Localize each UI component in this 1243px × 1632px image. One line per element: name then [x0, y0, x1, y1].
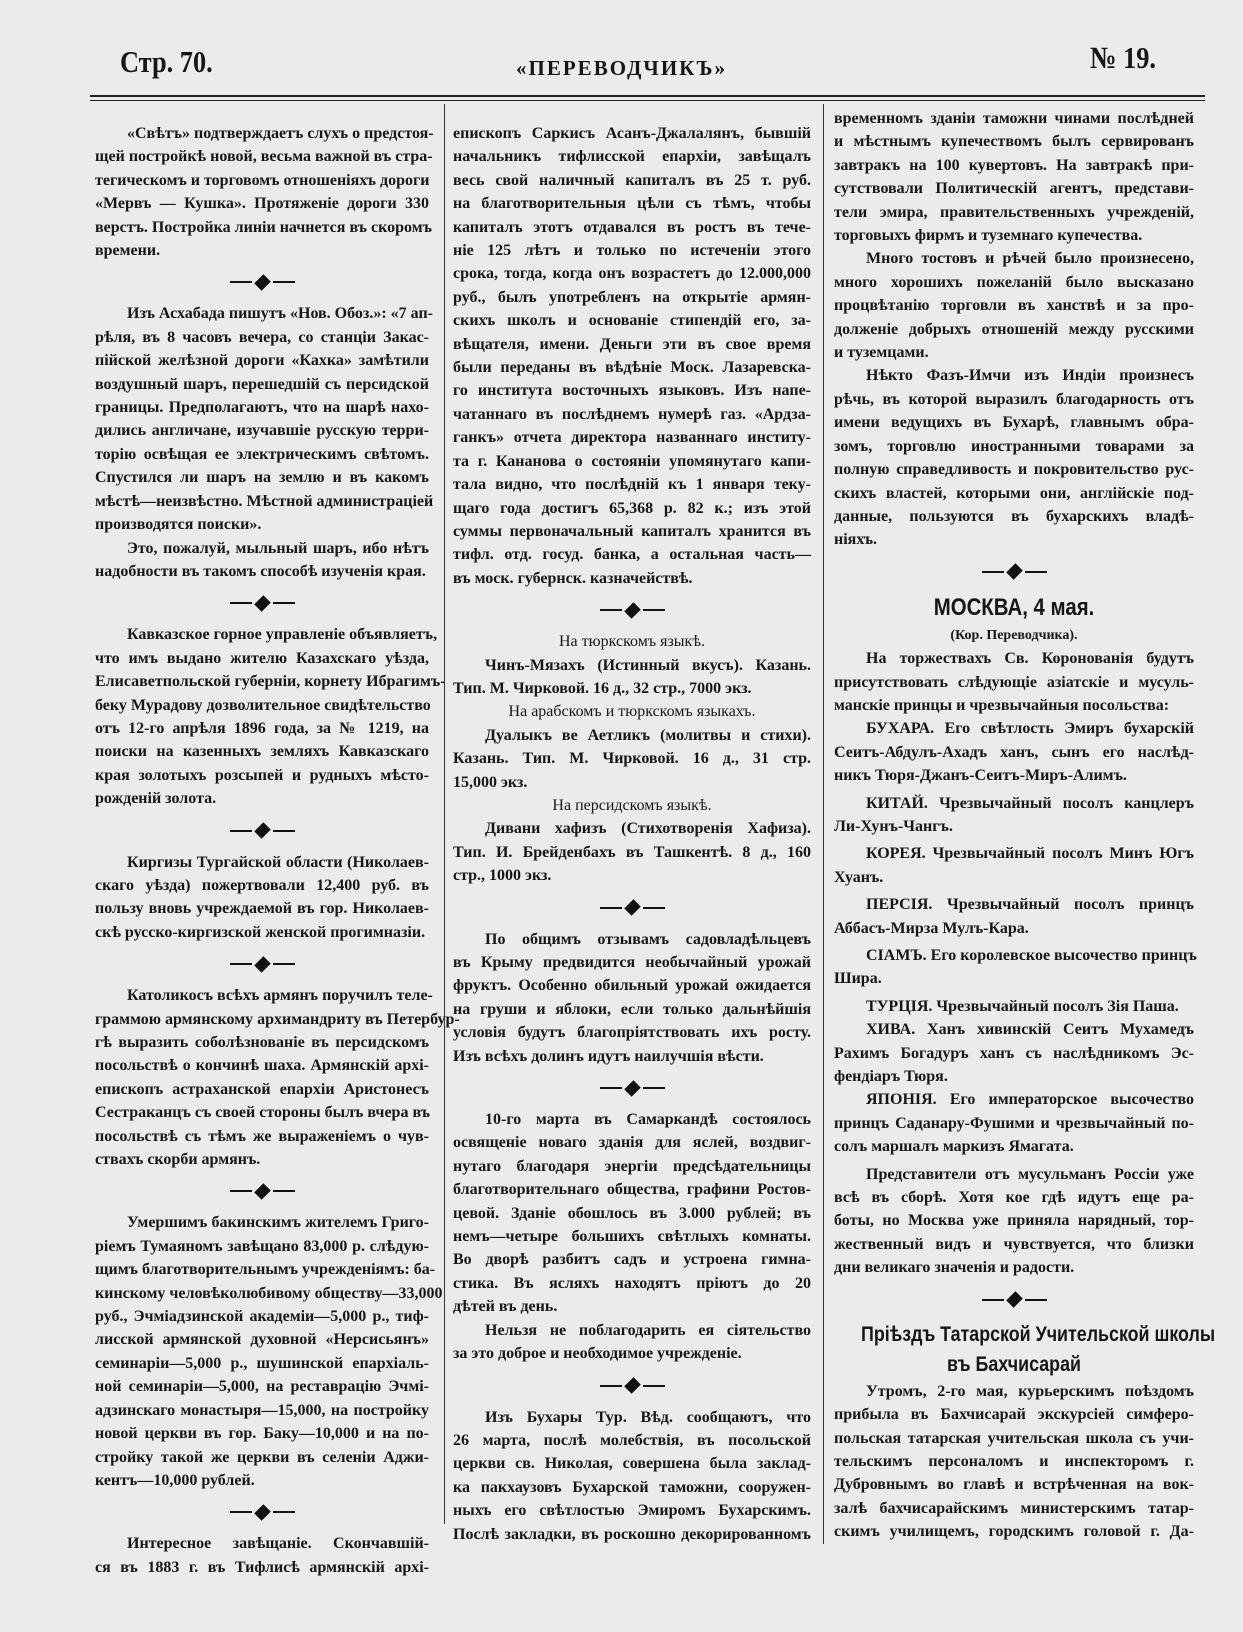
- text-line: рѣчь, въ которой выразилъ благодарность отъ: [834, 390, 1194, 408]
- text-line: пользу вновь учреждаемой въ гор. Николаев-: [95, 900, 429, 918]
- text-line: весь свой наличный капиталъ въ 25 т. руб.: [453, 171, 811, 189]
- text-line: Хуанъ.: [834, 868, 884, 886]
- ornament-dash: [1025, 1299, 1047, 1301]
- text-line: Дубровнымъ во главѣ и встрѣченная на вок-: [834, 1476, 1194, 1494]
- text-line: СІАМЪ. Его королевское высочество принцъ: [866, 947, 1197, 964]
- article-paragraph: [453, 1406, 811, 1546]
- text-line: въ моск. губернск. казначействѣ.: [453, 569, 693, 587]
- article-paragraph: [95, 302, 434, 536]
- article-paragraph: [453, 1108, 811, 1319]
- text-line: Тип. М. Чирковой. 16 д., 32 стр., 7000 экз.: [453, 679, 752, 697]
- text-line: воздушный шаръ, перешедшій съ персидской: [95, 375, 429, 393]
- text-line: тели эмира, правительственныхъ учрежденій,: [834, 203, 1194, 221]
- diamond-icon: [254, 274, 271, 291]
- ornament-dash: [643, 1385, 665, 1387]
- text-line: Католикосъ всѣхъ армянъ поручилъ теле-: [127, 987, 433, 1005]
- article-paragraph: [834, 792, 1194, 839]
- diamond-icon: [254, 1504, 271, 1521]
- diamond-icon: [624, 899, 641, 916]
- text-line: много хорошихъ пожеланій было высказано: [834, 273, 1194, 291]
- text-line: никъ Тюря-Джанъ-Сеитъ-Миръ-Алимъ.: [834, 767, 1127, 785]
- text-line: ной семинаріи—5,000, на реставрацію Эчмі-: [95, 1378, 429, 1396]
- text-line: Ли-Хунъ-Чангъ.: [834, 817, 953, 835]
- text-line: Послѣ закладки, въ роскошно декорированномъ: [453, 1525, 811, 1543]
- text-line: ТУРЦІЯ. Чрезвычайный посолъ Зія Паша.: [866, 997, 1179, 1015]
- text-line: скѣ русско-киргизской женской прогимназіи.: [95, 923, 426, 941]
- separator-ornament: [95, 583, 429, 623]
- ornament-dash: [982, 1299, 1004, 1301]
- header-rule-top: [90, 95, 1205, 97]
- text-line: зомъ, торговлю иностранными товарами за: [834, 437, 1194, 455]
- text-line: за это доброе и необходимое учрежденіе.: [453, 1345, 742, 1363]
- article-paragraph: [834, 893, 1194, 940]
- article-paragraph: [834, 944, 1197, 991]
- text-line: всѣ въ сборѣ. Хотя кое гдѣ идутъ еще ра-: [834, 1189, 1194, 1207]
- section-subheading: На арабскомъ и тюркскомъ языкахъ.: [508, 703, 756, 721]
- text-line: капиталъ этотъ отдавался въ ростъ въ тече-: [453, 218, 811, 236]
- text-line: По общимъ отзывамъ садовладѣльцевъ: [485, 930, 811, 948]
- newspaper-title: «ПЕРЕВОДЧИКЪ»: [516, 56, 727, 80]
- ornament-dash: [643, 609, 665, 611]
- text-line: епископъ Саркисъ Асанъ-Джалалянъ, бывшій: [453, 125, 811, 142]
- text-line: кинскому человѣколюбивому обществу—33,000: [95, 1284, 443, 1302]
- text-line: стика. Въ ясляхъ находятъ пріютъ до 20: [453, 1274, 811, 1292]
- text-line: 26 марта, послѣ молебствія, въ посольской: [453, 1431, 811, 1449]
- article-paragraph: [95, 623, 446, 810]
- text-line: ганкъ» отчета директора названнаго институ-: [453, 429, 811, 447]
- text-line: граммою армянскому архимандриту въ Петербур-: [95, 1010, 460, 1028]
- text-line: временномъ зданіи таможни чинами послѣдней: [834, 110, 1194, 127]
- text-line: что имъ выдано жителю Казахскаго уѣзда,: [95, 649, 429, 667]
- article-paragraph: [834, 1088, 1194, 1158]
- text-line: ка пакхаузовъ Бухарской таможни, сооружен-: [453, 1478, 811, 1496]
- text-line: лисской армянской духовной «Нерсисьянъ»: [95, 1331, 429, 1349]
- text-line: дились англичане, изучавшіе русскую терри-: [95, 422, 429, 440]
- text-line: залѣ бахчисарайскимъ министерскимъ татар-: [834, 1499, 1194, 1517]
- text-line: посольствѣ съ тѣмъ же выраженіемъ о чув-: [95, 1127, 429, 1145]
- article-paragraph: [453, 928, 811, 1068]
- ornament-dash: [1025, 571, 1047, 573]
- text-line: руб., Эчміадзинской академіи—5,000 р., тиф-: [95, 1308, 429, 1326]
- heading-line: Пріѣздъ Татарской Учительской школы: [861, 1322, 1216, 1346]
- text-line: щимъ благотворительнымъ учрежденіямъ: ба-: [95, 1261, 436, 1279]
- ornament-dash: [273, 830, 295, 832]
- text-line: Нельзя не поблагодарить ея сіятельство: [485, 1321, 811, 1339]
- text-line: немъ—четыре большихъ свѣтлыхъ комнаты.: [453, 1228, 811, 1246]
- text-line: срока, тогда, когда онъ возрастетъ до 12.000,000: [453, 265, 811, 283]
- ornament-dash: [230, 1511, 252, 1513]
- ornament-dash: [600, 609, 622, 611]
- text-line: присутствовать слѣдующіе азіатскіе и мусуль-: [834, 673, 1194, 691]
- text-line: жественный видъ и чувствуется, что близки: [834, 1235, 1194, 1253]
- section-subheading: На тюркскомъ языкѣ.: [558, 633, 706, 651]
- text-line: го института восточныхъ языковъ. Изъ напе-: [453, 382, 811, 400]
- diamond-icon: [1006, 1291, 1023, 1308]
- text-line: торію освѣщая ее электрическимъ свѣтомъ.: [95, 445, 429, 463]
- text-line: благотворительнаго общества, графини Ростов-: [453, 1181, 811, 1199]
- text-line: Шира.: [834, 970, 882, 988]
- text-line: руб., былъ употребленъ на открытіе армян-: [453, 288, 811, 306]
- text-line: фендіаръ Тюря.: [834, 1068, 948, 1086]
- text-line: края золотыхъ розсыпей и рудныхъ мѣсто-: [95, 766, 429, 784]
- separator-ornament: [453, 590, 811, 630]
- text-line: Изъ Бухары Тур. Вѣд. сообщаютъ, что: [485, 1408, 811, 1426]
- text-line: ныхъ его свѣтлостью Эмиромъ Бухарскимъ.: [453, 1502, 811, 1520]
- column-3: [834, 107, 1216, 1544]
- article-heading: [861, 1320, 1216, 1380]
- text-line: ся въ 1883 г. въ Тифлисѣ армянскій архі-: [95, 1558, 429, 1576]
- ornament-dash: [230, 602, 252, 604]
- text-line: скаго уѣзда) пожертвовали 12,400 руб. въ: [95, 876, 429, 894]
- text-line: беку Мурадову дозволительное свидѣтельство: [95, 696, 431, 714]
- ornament-dash: [600, 1385, 622, 1387]
- text-line: Тип. И. Брейденбахъ въ Ташкентѣ. 8 д., 160: [453, 843, 811, 861]
- text-line: цевой. Зданіе обошлось въ 3.000 рублей; въ: [453, 1204, 811, 1222]
- column-divider: [444, 104, 445, 1524]
- text-line: процвѣтанію торговли въ ханствѣ и за про-: [834, 297, 1194, 315]
- ornament-dash: [230, 1190, 252, 1192]
- separator-ornament: [834, 552, 1194, 592]
- article-paragraph: [453, 122, 811, 590]
- text-line: рѣля, въ 8 часовъ вечера, со станціи Закас-: [95, 328, 429, 346]
- heading-line: въ Бахчисарай: [947, 1352, 1081, 1376]
- ornament-dash: [273, 602, 295, 604]
- text-line: ХИВА. Ханъ хивинскій Сеитъ Мухамедъ: [866, 1021, 1194, 1039]
- text-line: скихъ школъ и основаніе стипендій его, за-: [453, 312, 811, 330]
- text-line: вѣщателя, имени. Деньги эти въ свое время: [453, 335, 811, 353]
- text-line: тифл. отд. госуд. банка, а остальная часть—: [453, 546, 811, 564]
- text-line: завтракъ на 100 кувертовъ. На завтракѣ при-: [834, 156, 1194, 174]
- diamond-icon: [1006, 563, 1023, 580]
- text-line: Кавказское горное управленіе объявляетъ,: [127, 626, 438, 644]
- ornament-dash: [273, 1511, 295, 1513]
- text-line: 15,000 экз.: [453, 773, 528, 791]
- article-paragraph: [95, 984, 460, 1171]
- text-line: Изъ всѣхъ долинъ идутъ наилучшія вѣсти.: [453, 1047, 764, 1065]
- ornament-dash: [273, 281, 295, 283]
- text-line: Представители отъ мусульманъ Россіи уже: [866, 1165, 1194, 1183]
- text-line: посольствѣ о кончинѣ шаха. Армянскій архі-: [95, 1057, 429, 1075]
- ornament-dash: [230, 830, 252, 832]
- article-paragraph: [453, 654, 811, 701]
- text-line: щаго года достигъ 65,368 р. 82 к.; изъ этой: [453, 499, 811, 517]
- text-line: адзинскаго монастыря—15,000, на постройку: [95, 1401, 429, 1419]
- text-line: «Свѣтъ» подтверждаетъ слухъ о предстоя-: [127, 125, 434, 142]
- article-paragraph: [834, 647, 1194, 717]
- ornament-dash: [273, 963, 295, 965]
- text-line: въ Крыму предвидится необычайный урожай: [453, 954, 811, 971]
- text-line: ствахъ скорби армянъ.: [95, 1151, 261, 1169]
- text-line: освященіе новаго зданія для яслей, воздвиг-: [453, 1134, 811, 1152]
- text-line: суммы первоначальный капиталъ хранится въ: [453, 522, 811, 540]
- text-line: солъ маршалъ маркизъ Ямагата.: [834, 1138, 1074, 1156]
- separator-ornament: [95, 944, 429, 984]
- text-line: кентъ—10,000 рублей.: [95, 1471, 255, 1489]
- text-line: «Мервъ — Кушка». Протяженіе дороги 330: [95, 195, 429, 213]
- text-line: полную справедливость и покровительство рус-: [834, 461, 1194, 479]
- text-line: ніе 125 лѣтъ и только по истеченіи этого: [453, 242, 811, 260]
- text-line: Казань. Тип. М. Чирковой. 16 д., 31 стр.: [453, 750, 811, 768]
- text-line: КОРЕЯ. Чрезвычайный посолъ Минъ Югъ: [866, 845, 1194, 863]
- text-line: времени.: [95, 242, 161, 260]
- text-line: нутаго благодаря энергіи предсѣдательницы: [453, 1157, 811, 1175]
- text-line: рожденій золота.: [95, 790, 217, 808]
- text-line: принцъ Саданару-Фушими и чрезвычайный по-: [834, 1114, 1194, 1132]
- text-line: тегическомъ и торговомъ отношеніяхъ дороги: [95, 171, 430, 189]
- text-line: скимъ училищемъ, городскимъ головой г. Да-: [834, 1523, 1194, 1541]
- text-line: Рахимъ Богадуръ ханъ съ наслѣдникомъ Эс-: [834, 1044, 1194, 1062]
- diamond-icon: [254, 1183, 271, 1200]
- ornament-dash: [643, 907, 665, 909]
- text-line: данные, пользуются въ бухарскихъ владѣ-: [834, 507, 1194, 525]
- text-line: На торжествахъ Св. Коронованія будутъ: [866, 650, 1194, 668]
- diamond-icon: [254, 956, 271, 973]
- separator-ornament: [453, 888, 811, 928]
- text-line: производятся поиски».: [95, 516, 262, 534]
- correspondent-credit: (Кор. Переводчика).: [950, 627, 1078, 643]
- section-subheading: На персидскомъ языкѣ.: [552, 796, 712, 814]
- text-line: границы. Предполагаютъ, что на шарѣ нахо-: [95, 399, 429, 417]
- ornament-dash: [230, 281, 252, 283]
- text-line: Умершимъ бакинскимъ жителемъ Григо-: [127, 1214, 429, 1232]
- diamond-icon: [624, 1080, 641, 1097]
- text-line: поиски на казенныхъ земляхъ Кавказскаго: [95, 743, 429, 761]
- article-paragraph: [834, 842, 1194, 889]
- text-line: епископъ астраханской епархіи Аристонесъ: [95, 1080, 429, 1098]
- text-line: и туземцами.: [834, 344, 929, 362]
- ornament-dash: [230, 963, 252, 965]
- text-line: торговыхъ фирмъ и туземнаго купечества.: [834, 227, 1143, 245]
- ornament-dash: [982, 571, 1004, 573]
- text-line: Елисаветпольской губерніи, корнету Ибрагимъ-: [95, 673, 446, 691]
- issue-number: № 19.: [1090, 40, 1157, 75]
- article-paragraph: [95, 851, 429, 945]
- diamond-icon: [254, 595, 271, 612]
- text-line: прибыла въ Бахчисарай экскурсіей симферо-: [834, 1406, 1194, 1424]
- text-line: и мѣстнымъ купечествомъ былъ сервированъ: [834, 133, 1194, 151]
- text-line: БУХАРА. Его свѣтлость Эмиръ бухарскій: [866, 720, 1194, 738]
- text-line: дни великаго значенія и радости.: [834, 1259, 1075, 1277]
- ornament-dash: [643, 1087, 665, 1089]
- text-line: тельскимъ персоналомъ и инспекторомъ г.: [834, 1452, 1194, 1470]
- separator-ornament: [453, 1366, 811, 1406]
- text-line: стр., 1000 экз.: [453, 867, 552, 885]
- separator-ornament: [95, 1171, 429, 1211]
- separator-ornament: [95, 262, 429, 302]
- separator-ornament: [95, 811, 429, 851]
- text-line: условія будутъ благопріятствовать ихъ росту.: [453, 1024, 811, 1042]
- text-line: Интересное завѣщаніе. Скончавшій-: [127, 1535, 429, 1553]
- separator-ornament: [95, 1492, 429, 1532]
- text-line: та г. Кананова о состояніи упомянутаго капи-: [453, 452, 811, 470]
- ornament-dash: [273, 1190, 295, 1192]
- text-line: церкви св. Николая, совершена была заклад-: [453, 1455, 811, 1473]
- text-line: Дивани хафизъ (Стихотворенія Хафиза).: [485, 820, 811, 838]
- page-number: Стр. 70.: [120, 44, 213, 79]
- article-paragraph: [834, 1163, 1194, 1280]
- text-line: Нѣкто Фазъ-Имчи изъ Индіи произнесъ: [866, 367, 1194, 385]
- text-line: Это, пожалуй, мыльный шаръ, ибо нѣтъ: [127, 539, 429, 557]
- text-line: на благотворительныя цѣли съ тѣмъ, чтобы: [453, 195, 811, 213]
- text-line: Изъ Асхабада пишутъ «Нов. Обоз.»: «7 ап-: [127, 305, 434, 323]
- text-line: начальникъ тифлисской епархіи, завѣщалъ: [453, 148, 811, 166]
- text-line: манскіе принцы и чрезвычайныя посольства:: [834, 696, 1170, 714]
- column-1: [95, 122, 460, 1579]
- article-paragraph: [834, 1018, 1194, 1088]
- text-line: щей постройкѣ новой, весьма важной въ стра-: [95, 148, 433, 166]
- text-line: гѣ выразить соболѣзнованіе въ персидскомъ: [95, 1034, 429, 1051]
- text-line: скихъ властей, которыми они, англійскіе под-: [834, 484, 1194, 502]
- text-line: Дуалыкъ ве Аетликъ (молитвы и стихи).: [485, 726, 811, 744]
- diamond-icon: [254, 822, 271, 839]
- text-line: КИТАЙ. Чрезвычайный посолъ канцлеръ: [866, 794, 1194, 812]
- text-line: стройку такой же церкви въ селеніи Аджи-: [95, 1448, 429, 1466]
- article-paragraph: [453, 817, 811, 887]
- text-line: ніяхъ.: [834, 531, 878, 549]
- text-line: новой церкви въ гор. Баку—10,000 и на по-: [95, 1425, 429, 1443]
- ornament-dash: [600, 1087, 622, 1089]
- text-line: надобности въ такомъ способѣ изученія края.: [95, 562, 426, 580]
- header-rule-bottom: [90, 100, 1205, 101]
- text-line: чатаннаго въ послѣднемъ нумерѣ газ. «Ардза-: [453, 405, 811, 423]
- article-paragraph: [834, 995, 1194, 1018]
- text-line: семинаріи—5,000 р., шушинской епархіаль-: [95, 1354, 429, 1372]
- article-paragraph: [95, 1211, 443, 1492]
- article-paragraph: [834, 247, 1194, 364]
- text-line: мѣстѣ—неизвѣстно. Мѣстной администраціей: [95, 492, 434, 510]
- article-paragraph: [453, 724, 811, 794]
- text-line: Во дворѣ разбитъ садъ и устроена гимна-: [453, 1251, 811, 1269]
- text-line: долженіе добрыхъ отношеній между русскими: [834, 320, 1194, 338]
- text-line: ріемъ Тумаяномъ завѣщано 83,000 р. слѣдую-: [95, 1237, 429, 1255]
- article-paragraph: [834, 717, 1194, 787]
- text-line: Аббасъ-Мирза Мулъ-Кара.: [834, 919, 1029, 937]
- text-line: Чинъ-Мязахъ (Истинный вкусъ). Казань.: [485, 656, 811, 674]
- text-line: Сеитъ-Абдулъ-Ахадъ ханъ, сынъ его наслѣд-: [834, 743, 1194, 761]
- text-line: ПЕРСІЯ. Чрезвычайный посолъ принцъ: [866, 896, 1194, 914]
- text-line: сутствовали Политическій агентъ, представи-: [834, 180, 1194, 198]
- text-line: тала видно, что послѣдній къ 1 января теку-: [453, 476, 811, 494]
- article-paragraph: [95, 122, 434, 262]
- article-paragraph: [834, 364, 1194, 551]
- separator-ornament: [453, 1068, 811, 1108]
- article-paragraph: [834, 107, 1194, 247]
- column-2: [453, 122, 811, 1546]
- text-line: фруктъ. Особенно обильный урожай ожидается: [453, 977, 811, 995]
- text-line: боты, но Москва уже приняла нарядный, тор-: [834, 1212, 1194, 1230]
- text-line: Сестраканцъ съ своей стороны былъ вчера въ: [95, 1104, 431, 1122]
- column-divider: [823, 104, 824, 1544]
- text-line: польская татарская учительская школа съ учи-: [834, 1429, 1194, 1447]
- text-line: отъ 12-го апрѣля 1896 года, за № 1219, на: [95, 719, 429, 737]
- article-heading: МОСКВА, 4 мая.: [933, 593, 1095, 621]
- text-line: верстъ. Постройка линіи начнется въ скоромъ: [95, 218, 432, 236]
- article-paragraph: [834, 1380, 1194, 1544]
- text-line: 10-го марта въ Самаркандѣ состоялось: [485, 1111, 811, 1129]
- diamond-icon: [624, 602, 641, 619]
- text-line: Утромъ, 2-го мая, курьерскимъ поѣздомъ: [866, 1382, 1194, 1400]
- article-paragraph: [95, 1532, 429, 1579]
- text-line: Спустился ли шаръ на землю и въ какомъ: [95, 469, 429, 487]
- text-line: дѣтей въ день.: [453, 1298, 558, 1316]
- ornament-dash: [600, 907, 622, 909]
- text-line: Киргизы Тургайской области (Николаев-: [127, 853, 429, 871]
- text-line: были переданы въ вѣдѣніе Моск. Лазаревска-: [453, 359, 811, 377]
- text-line: пійской желѣзной дороги «Кахка» замѣтили: [95, 352, 429, 370]
- separator-ornament: [834, 1280, 1194, 1320]
- diamond-icon: [624, 1377, 641, 1394]
- text-line: имени ведущихъ въ Бухарѣ, главнымъ обра-: [834, 414, 1194, 432]
- article-paragraph: [453, 1319, 811, 1366]
- text-line: ЯПОНІЯ. Его императорское высочество: [866, 1091, 1194, 1109]
- article-paragraph: [95, 537, 429, 584]
- text-line: Много тостовъ и рѣчей было произнесено,: [866, 250, 1194, 268]
- text-line: на груши и яблоки, если только дальнѣйшія: [453, 1000, 811, 1018]
